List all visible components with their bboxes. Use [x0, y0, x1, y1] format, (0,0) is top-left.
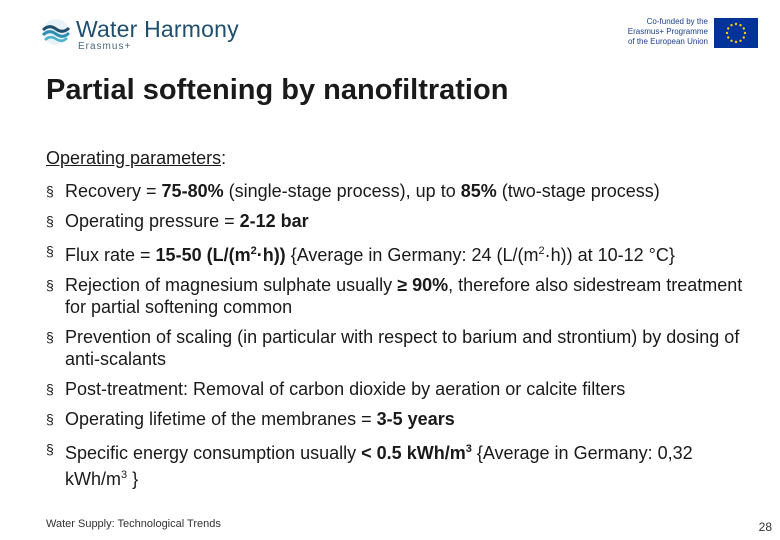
bullet-marker: § [46, 329, 54, 345]
bullet-item [46, 408, 758, 430]
bullet-text: 3-5 years [376, 409, 455, 429]
eu-star [730, 40, 732, 42]
eu-star [739, 24, 741, 26]
bullet-marker: § [46, 277, 54, 293]
bullet-marker: § [46, 381, 54, 397]
logo-title: Water Harmony [76, 16, 239, 42]
bullet-text: 2 [250, 245, 257, 257]
bullet-text: < 0.5 kWh/m [361, 443, 466, 463]
bullet-item [46, 180, 758, 202]
bullet-text: {Average in Germany: 0,32 kWh/m [65, 443, 693, 489]
bullet-text: ·h)) at 10-12 °C} [544, 245, 675, 265]
eu-star [743, 27, 745, 29]
bullet-text: Operating pressure = [65, 211, 240, 231]
section-heading: Operating parameters: [46, 148, 227, 168]
bullet-text: 75-80% [161, 181, 224, 201]
bullet-text: 2 [538, 245, 545, 257]
bullet-text: (single-stage process), up to [223, 181, 461, 201]
eu-star [739, 40, 741, 42]
wave-icon [40, 18, 72, 46]
eu-cofunded-text: Co-funded by the Erasmus+ Programme of the European Union [627, 17, 708, 46]
bullet-text: 2-12 bar [239, 211, 309, 231]
bullet-marker: § [46, 441, 54, 457]
bullet-text: {Average in Germany: 24 (L/(m [285, 245, 539, 265]
bullet-item [46, 210, 758, 232]
bullet-item [46, 274, 758, 318]
page-number: 28 [758, 520, 772, 534]
bullet-text: Post-treatment: Removal of carbon dioxide by aeration or calcite filters [65, 379, 626, 399]
bullet-marker: § [46, 411, 54, 427]
bullet-text: (two-stage process) [496, 181, 660, 201]
bullet-text: 3 [465, 443, 472, 455]
bullet-item [46, 326, 758, 370]
bullet-item [46, 438, 758, 490]
eu-star [727, 27, 729, 29]
eu-flag-icon [714, 18, 758, 48]
eu-star [730, 24, 732, 26]
bullet-text: Recovery = [65, 181, 162, 201]
bullet-item [46, 378, 758, 400]
eu-star [744, 32, 746, 34]
bullet-text: Rejection of magnesium sulphate usually [65, 275, 398, 295]
bullet-text: } [127, 469, 139, 489]
eu-star [743, 36, 745, 38]
bullet-text: Flux rate = [65, 245, 156, 265]
bullet-marker: § [46, 183, 54, 199]
bullet-text: 15-50 (L/(m [155, 245, 251, 265]
bullet-text: Specific energy consumption usually [65, 443, 362, 463]
section-label: Operating parameters [46, 148, 222, 168]
eu-star [726, 32, 728, 34]
bullet-marker: § [46, 243, 54, 259]
bullet-text: Operating lifetime of the membranes = [65, 409, 377, 429]
eu-star [735, 41, 737, 43]
bullet-text: Prevention of scaling (in particular with respect to barium and strontium) by dosing of anti-scalants [65, 327, 740, 369]
bullet-text: 3 [121, 469, 128, 481]
logo-subtitle: Erasmus+ [78, 41, 132, 52]
page-title: Partial softening by nanofiltration [46, 74, 509, 106]
eu-star [735, 23, 737, 25]
eu-cofunded-badge [614, 16, 760, 50]
bullet-item [46, 240, 758, 266]
bullet-marker: § [46, 213, 54, 229]
bullet-list [46, 180, 758, 498]
bullet-text: , therefore also sidestream treatment for partial softening common [65, 275, 743, 317]
bullet-text: 85% [460, 181, 497, 201]
footer-text: Water Supply: Technological Trends [46, 518, 221, 530]
eu-star [727, 36, 729, 38]
bullet-text: ≥ 90% [397, 275, 449, 295]
water-harmony-logo [40, 14, 250, 50]
bullet-text: ·h)) [256, 245, 286, 265]
